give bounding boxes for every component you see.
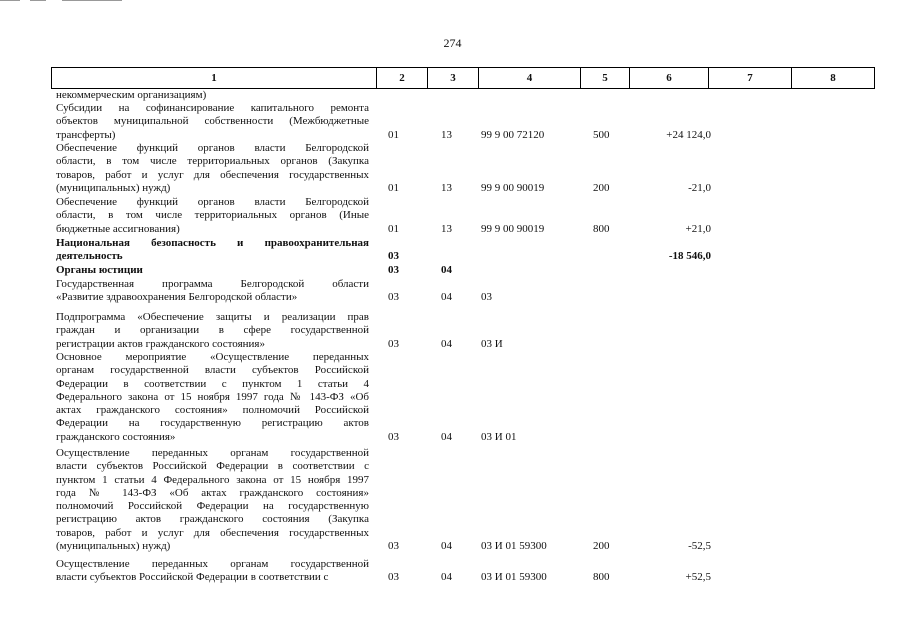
expense-type-code: 800 <box>593 222 610 235</box>
section-code: 03 <box>388 337 399 350</box>
row-description <box>56 278 369 305</box>
column-header-5: 5 <box>581 68 630 89</box>
description-line: Органы юстиции <box>56 264 143 276</box>
section-code: 03 <box>388 430 399 443</box>
description-line: власти субъектов Российской Федерации в соответствии с <box>56 460 369 473</box>
description-line: трансферты) <box>56 128 116 141</box>
subsection-code: 04 <box>441 291 452 304</box>
column-header-row <box>52 68 875 89</box>
row-description <box>56 142 369 195</box>
amount-change: +24 124,0 <box>666 128 711 141</box>
column-header-3: 3 <box>428 68 479 89</box>
subsection-code: 04 <box>441 571 452 584</box>
description-line: пунктом 1 статьи 4 Федерального закона от 15 ноября 1997 <box>56 473 369 486</box>
row-description <box>56 558 369 585</box>
column-header-7: 7 <box>709 68 792 89</box>
description-line: Основное мероприятие «Осуществление переданных <box>56 351 369 363</box>
target-article-code: 99 9 00 72120 <box>481 128 545 141</box>
description-line: товаров, работ и услуг для обеспечения государственных <box>56 526 369 539</box>
description-line: деятельность <box>56 250 123 263</box>
row-description <box>56 89 369 102</box>
amount-change: -52,5 <box>688 540 711 553</box>
description-line: регистрации актов гражданского состояния» <box>56 337 265 350</box>
row-description <box>56 102 369 142</box>
section-code: 03 <box>388 571 399 584</box>
expense-type-code: 800 <box>593 571 610 584</box>
target-article-code: 03 И 01 <box>481 430 517 443</box>
amount-change: -21,0 <box>688 181 711 194</box>
row-description <box>56 264 369 277</box>
section-code: 03 <box>388 540 399 553</box>
subsection-code: 13 <box>441 181 452 194</box>
description-line: Подпрограмма «Обеспечение защиты и реализации прав <box>56 311 369 323</box>
row-description <box>56 196 369 236</box>
description-line: Федерации в соответствии с пунктом 1 статьи 4 <box>56 377 369 390</box>
expense-type-code: 200 <box>593 540 610 553</box>
description-line: объектов муниципальной собственности (Межбюджетные <box>56 115 369 128</box>
expense-type-code: 500 <box>593 128 610 141</box>
row-description <box>56 237 369 264</box>
subsection-code: 13 <box>441 222 452 235</box>
description-line: власти субъектов Российской Федерации в соответствии с <box>56 571 329 584</box>
description-line: гражданского состояния» <box>56 430 176 443</box>
section-code: 01 <box>388 128 399 141</box>
description-line: некоммерческим организациям) <box>56 89 207 101</box>
column-header-8: 8 <box>792 68 875 89</box>
row-description <box>56 311 369 351</box>
target-article-code: 03 И <box>481 337 503 350</box>
target-article-code: 03 И 01 59300 <box>481 540 547 553</box>
description-line: (муниципальных) нужд) <box>56 540 171 553</box>
description-line: области, в том числе территориальных органов (Иные <box>56 209 369 222</box>
description-line: актах гражданского состояния» полномочий Российской <box>56 404 369 417</box>
description-line: Федерации на государственную регистрацию актов <box>56 417 369 430</box>
amount-change: +21,0 <box>685 222 711 235</box>
subsection-code: 13 <box>441 128 452 141</box>
subsection-code: 04 <box>441 337 452 350</box>
expense-type-code: 200 <box>593 181 610 194</box>
target-article-code: 03 И 01 59300 <box>481 571 547 584</box>
description-line: Национальная безопасность и правоохранительная <box>56 237 369 249</box>
description-line: Осуществление переданных органам государственной <box>56 558 369 570</box>
description-line: «Развитие здравоохранения Белгородской области» <box>56 291 298 304</box>
description-line: области, в том числе территориальных органов (Закупка <box>56 155 369 168</box>
column-header-4: 4 <box>479 68 581 89</box>
amount-change: -18 546,0 <box>668 250 711 263</box>
target-article-code: 03 <box>481 291 492 304</box>
description-line: граждан и организации в сфере государственной <box>56 324 369 337</box>
section-code: 01 <box>388 222 399 235</box>
row-description <box>56 447 369 553</box>
page-number: 274 <box>443 36 462 50</box>
amount-change: +52,5 <box>685 571 711 584</box>
column-header-1: 1 <box>52 68 377 89</box>
section-code: 03 <box>388 291 399 304</box>
description-line: Федерального закона от 15 ноября 1997 года № 143-ФЗ «Об <box>56 390 369 403</box>
section-code: 03 <box>388 250 399 263</box>
section-code: 03 <box>388 264 399 276</box>
description-line: полномочий Российской Федерации на государственную <box>56 500 369 513</box>
column-header-6: 6 <box>630 68 709 89</box>
column-header-2: 2 <box>377 68 428 89</box>
description-line: товаров, работ и услуг для обеспечения государственных <box>56 168 369 181</box>
description-line: Субсидии на софинансирование капитального ремонта <box>56 102 369 114</box>
description-line: (муниципальных) нужд) <box>56 181 171 194</box>
description-line: Государственная программа Белгородской области <box>56 278 369 290</box>
description-line: регистрацию актов гражданского состояния (Закупка <box>56 513 369 526</box>
subsection-code: 04 <box>441 264 452 276</box>
row-description <box>56 351 369 444</box>
section-code: 01 <box>388 181 399 194</box>
description-line: Осуществление переданных органам государственной <box>56 447 369 459</box>
scan-edge-marks <box>0 0 905 4</box>
description-line: бюджетные ассигнования) <box>56 222 180 235</box>
description-line: органам государственной власти субъектов Российской <box>56 364 369 377</box>
description-line: года № 143-ФЗ «Об актах гражданского состояния» <box>56 486 369 499</box>
description-line: Обеспечение функций органов власти Белгородской <box>56 196 369 208</box>
target-article-code: 99 9 00 90019 <box>481 222 545 235</box>
subsection-code: 04 <box>441 540 452 553</box>
subsection-code: 04 <box>441 430 452 443</box>
target-article-code: 99 9 00 90019 <box>481 181 545 194</box>
column-header-table <box>51 67 875 89</box>
description-line: Обеспечение функций органов власти Белгородской <box>56 142 369 154</box>
